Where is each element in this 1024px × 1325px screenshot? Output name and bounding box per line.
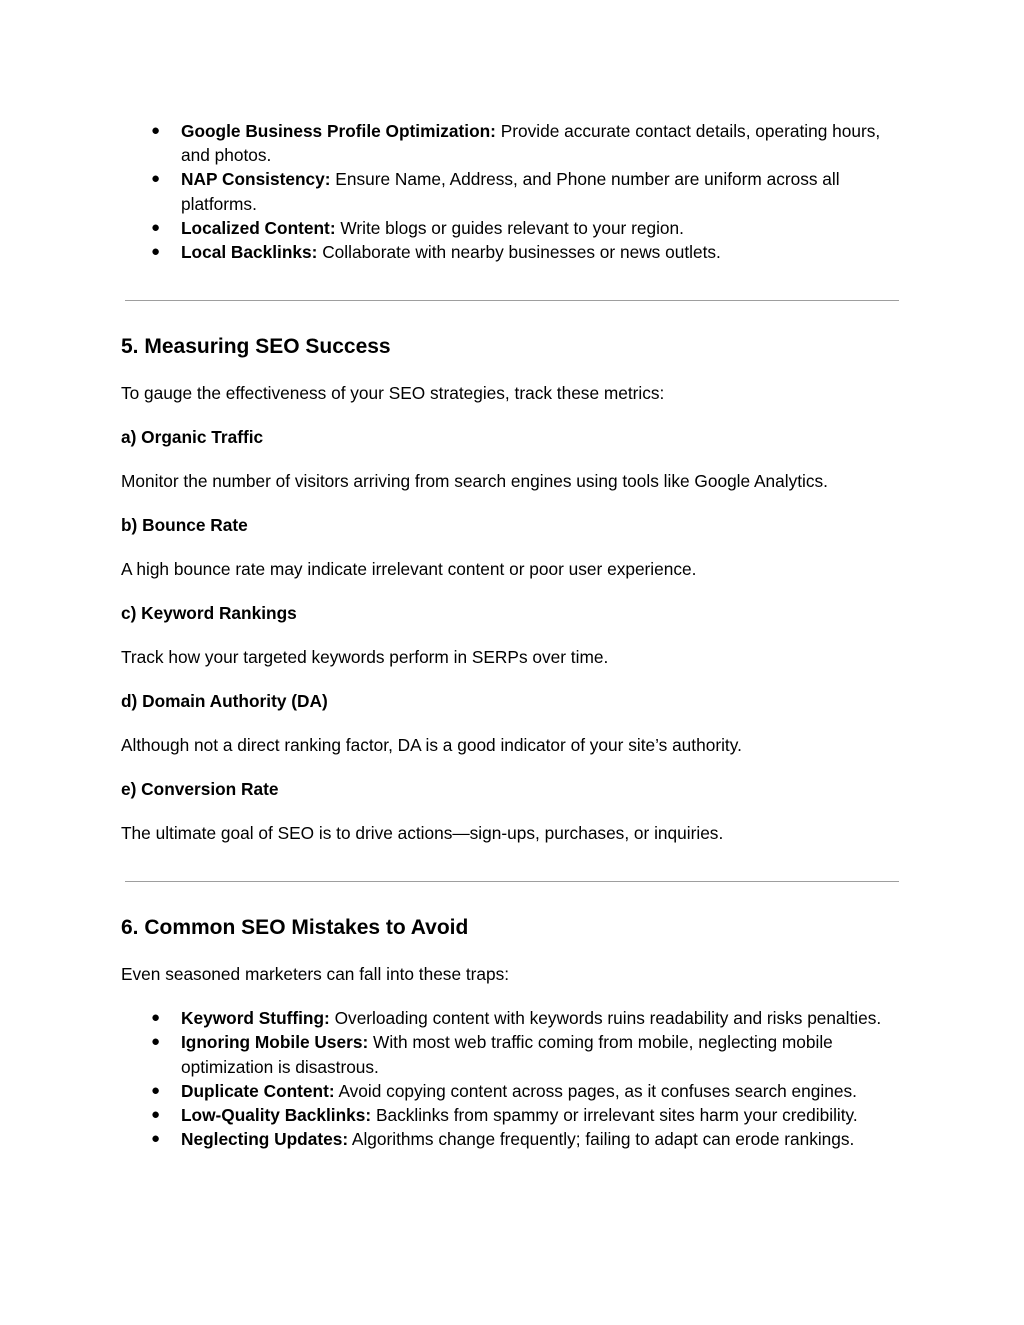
bullet-icon: ● [151,1081,161,1099]
metric-text: Although not a direct ranking factor, DA is a good indicator of your site’s authority. [121,735,742,756]
bullet-text: Ensure Name, Address, and Phone number are uniform across all platforms. [181,169,840,214]
list-item [151,1030,905,1078]
metric-text: Monitor the number of visitors arriving from search engines using tools like Google Analytics. [121,471,828,492]
bullet-text: Provide accurate contact details, operating hours, and photos. [181,121,881,166]
list-item [151,1079,905,1103]
list-item [151,167,905,215]
page-content [121,119,905,1151]
list-item [151,216,905,240]
list-item [151,1127,905,1151]
metric-title: a) Organic Traffic [121,427,264,448]
bullet-icon: ● [151,1009,161,1027]
bullet-text: Overloading content with keywords ruins readability and risks penalties. [329,1008,882,1029]
list-item [151,240,905,264]
bullet-text: With most web traffic coming from mobile, neglecting mobile optimization is disastrous. [181,1032,833,1077]
mistakes-list [121,1006,905,1151]
metric-text: A high bounce rate may indicate irrelevant content or poor user experience. [121,559,697,580]
section-intro: To gauge the effectiveness of your SEO strategies, track these metrics: [121,383,665,404]
bullet-icon: ● [151,1033,161,1051]
metric-text: The ultimate goal of SEO is to drive actions—sign-ups, purchases, or inquiries. [121,823,724,844]
metric-title: b) Bounce Rate [121,515,248,536]
bullet-text: Collaborate with nearby businesses or news outlets. [317,242,721,263]
bullet-icon: ● [151,122,161,139]
bullet-term: Neglecting Updates: [181,1129,349,1150]
bullet-term: Local Backlinks: [181,242,318,263]
section-intro: Even seasoned marketers can fall into these traps: [121,964,510,985]
bullet-term: Keyword Stuffing: [181,1008,330,1029]
bullet-text: Backlinks from spammy or irrelevant sites harm your credibility. [371,1105,858,1126]
bullet-icon: ● [151,1106,161,1124]
metric-title: c) Keyword Rankings [121,603,297,624]
metric-title: e) Conversion Rate [121,779,279,800]
metric-title: d) Domain Authority (DA) [121,691,328,712]
local-seo-list [121,119,905,264]
bullet-icon: ● [151,218,161,236]
bullet-term: Google Business Profile Optimization: [181,121,496,141]
section-heading: 6. Common SEO Mistakes to Avoid [121,916,469,940]
horizontal-divider [125,300,899,301]
bullet-term: NAP Consistency: [181,169,331,190]
horizontal-divider [125,881,899,882]
bullet-icon: ● [151,170,161,188]
bullet-icon: ● [151,243,161,261]
metric-text: Track how your targeted keywords perform in SERPs over time. [121,647,609,668]
list-item [151,1103,905,1127]
bullet-text: Algorithms change frequently; failing to adapt can erode rankings. [348,1129,855,1150]
bullet-term: Low-Quality Backlinks: [181,1105,372,1126]
bullet-term: Ignoring Mobile Users: [181,1032,369,1053]
bullet-text: Avoid copying content across pages, as it confuses search engines. [334,1080,857,1101]
bullet-term: Localized Content: [181,217,336,238]
section-heading: 5. Measuring SEO Success [121,335,391,359]
list-item [151,119,905,167]
bullet-term: Duplicate Content: [181,1080,335,1101]
bullet-text: Write blogs or guides relevant to your region. [335,217,684,238]
list-item [151,1006,905,1030]
bullet-icon: ● [151,1130,161,1148]
